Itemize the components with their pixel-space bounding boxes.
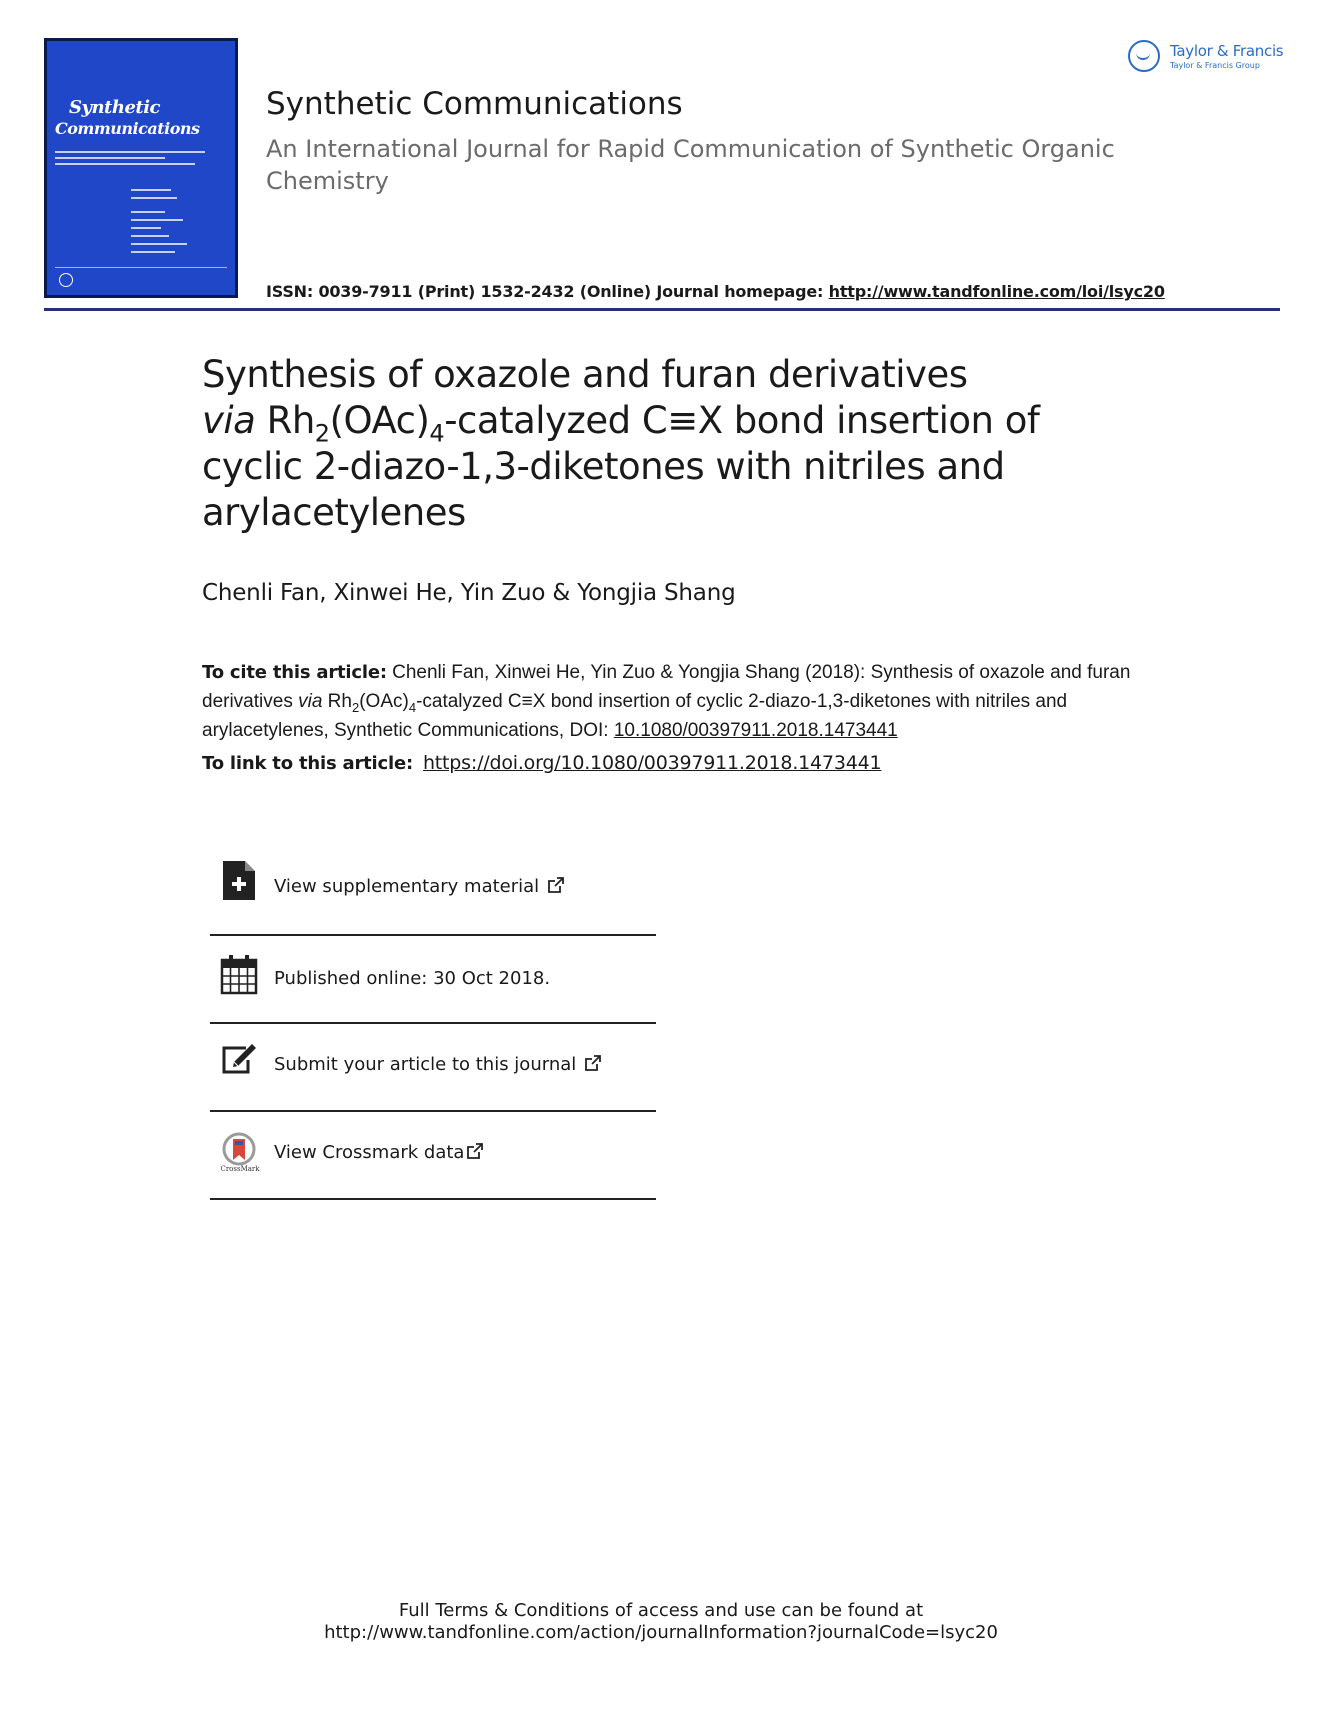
journal-subtitle: An International Journal for Rapid Communication of Synthetic Organic Chemistry bbox=[266, 135, 1115, 195]
calendar-icon bbox=[220, 954, 258, 996]
terms-footer-line1: Full Terms & Conditions of access and use can be found at bbox=[398, 1600, 924, 1621]
crossmark-icon bbox=[220, 1132, 258, 1174]
article-link-label: To link to this article: bbox=[202, 753, 413, 774]
article-link-row bbox=[202, 752, 881, 774]
publisher-name: Taylor & Francis bbox=[1170, 42, 1284, 60]
crossmark-row[interactable] bbox=[210, 1112, 656, 1200]
external-link-icon bbox=[584, 1054, 602, 1072]
terms-footer bbox=[0, 1600, 1322, 1644]
external-link-icon bbox=[547, 876, 565, 894]
article-authors: Chenli Fan, Xinwei He, Yin Zuo & Yongjia Shang bbox=[202, 580, 736, 606]
journal-cover-image bbox=[44, 38, 238, 298]
terms-footer-url[interactable]: http://www.tandfonline.com/action/journalInformation?journalCode=lsyc20 bbox=[324, 1622, 998, 1643]
submit-article-link[interactable]: Submit your article to this journal bbox=[274, 1054, 602, 1075]
submit-article-row[interactable] bbox=[210, 1024, 656, 1112]
external-link-icon bbox=[466, 1142, 484, 1160]
article-title-line3: cyclic 2-diazo-1,3-diketones with nitriles and bbox=[202, 445, 1005, 488]
article-doi-url-link[interactable]: https://doi.org/10.1080/00397911.2018.1473441 bbox=[422, 752, 882, 774]
journal-title: Synthetic Communications bbox=[266, 86, 683, 122]
published-online-row bbox=[210, 936, 656, 1024]
view-crossmark-link[interactable]: View Crossmark data bbox=[274, 1142, 484, 1163]
crossmark-logo-text: CrossMark bbox=[220, 1165, 260, 1173]
cover-title-line2: Communications bbox=[55, 119, 200, 138]
add-file-icon bbox=[220, 860, 258, 902]
publisher-logo[interactable] bbox=[1128, 38, 1284, 78]
view-supplementary-row[interactable] bbox=[210, 848, 656, 936]
article-title-line4: arylacetylenes bbox=[202, 491, 466, 534]
citation-block: To cite this article: Chenli Fan, Xinwei He, Yin Zuo & Yongjia Shang (2018): Synthesis of oxazole and furan derivatives via $Rh_2(OAc)_4$-catalyzed C≡X bond insertion of cyclic 2-diazo-1,3-diketones with nitriles and arylacetylenes, Synthetic Communications, DOI: 10.1080/00397911.2018.1473441 bbox=[202, 662, 1131, 741]
article-title-line1: Synthesis of oxazole and furan derivatives bbox=[202, 353, 968, 396]
article-title bbox=[202, 352, 1082, 536]
issn-line bbox=[266, 282, 1165, 301]
cover-title-line1: Synthetic bbox=[69, 97, 161, 118]
published-online-text: Published online: 30 Oct 2018. bbox=[274, 968, 551, 989]
header-divider bbox=[44, 308, 1280, 311]
view-supplementary-link[interactable]: View supplementary material bbox=[274, 876, 565, 897]
article-title-line2: via $Rh_2(OAc)_4$-catalyzed C≡X bond insertion of bbox=[202, 399, 1040, 448]
journal-homepage-link[interactable]: http://www.tandfonline.com/loi/lsyc20 bbox=[828, 282, 1165, 301]
publisher-group: Taylor & Francis Group bbox=[1170, 61, 1260, 70]
citation-doi-link[interactable]: 10.1080/00397911.2018.1473441 bbox=[613, 720, 898, 741]
edit-icon bbox=[220, 1038, 258, 1080]
issn-text: ISSN: 0039-7911 (Print) 1532-2432 (Online) Journal homepage: bbox=[266, 282, 829, 301]
citation-label: To cite this article: bbox=[202, 662, 387, 683]
